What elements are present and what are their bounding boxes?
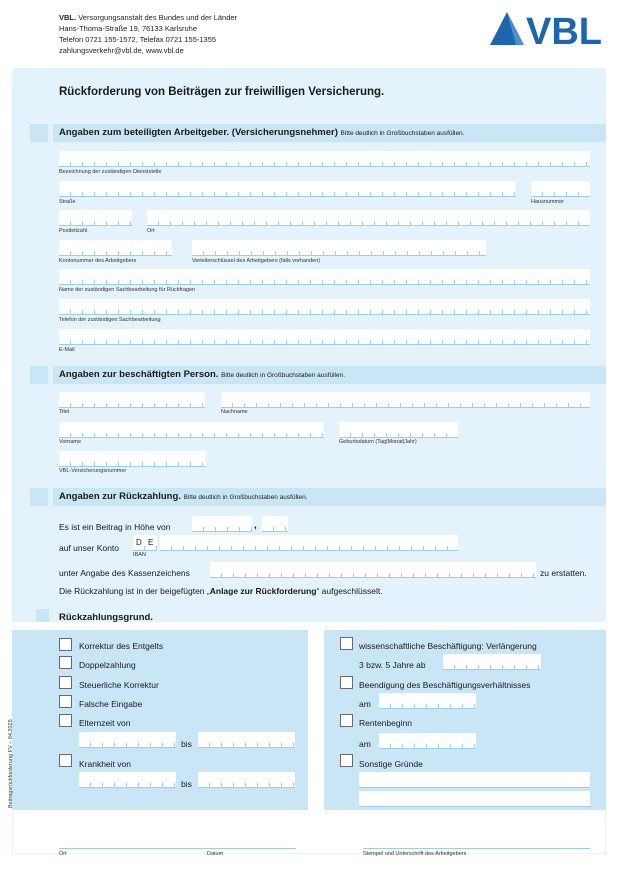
- kassenzeichen-text: unter Angabe des Kassenzeichens: [59, 568, 190, 578]
- checkbox-beendigung[interactable]: [340, 676, 353, 689]
- footer-datum-label: Datum: [207, 851, 224, 857]
- section3-hint: Bitte deutlich in Großbuchstaben ausfüllen.: [183, 494, 308, 501]
- section3-heading: [53, 488, 606, 506]
- elternzeit-label: Elternzeit von: [79, 718, 131, 728]
- section4-marker: [36, 609, 49, 622]
- sonstige-field-2[interactable]: [359, 791, 590, 807]
- section3-title: Angaben zur Rückzahlung.: [59, 491, 181, 502]
- sachbearbeitung-label: Name der zuständigen Sachbearbeitung für Rückfragen: [59, 287, 196, 293]
- footer-stempel-label: Stempel und Unterschrift des Arbeitgebers: [363, 851, 467, 857]
- strasse-label: Straße: [59, 199, 76, 205]
- ort-label: Ort: [147, 228, 155, 234]
- checkbox-rentenbeginn[interactable]: [340, 714, 353, 727]
- elternzeit-von-field[interactable]: [79, 732, 176, 748]
- iban-label: IBAN: [133, 552, 146, 558]
- logo-text: VBL: [526, 12, 602, 46]
- kassenzeichen-field[interactable]: [210, 562, 536, 578]
- checkbox-elternzeit[interactable]: [59, 714, 72, 727]
- email-label: E-Mail: [59, 347, 75, 353]
- elternzeit-bis-field[interactable]: [198, 732, 295, 748]
- beendigung-label: Beendigung des Beschäftigungsverhältnisses: [359, 680, 531, 690]
- telefon-label: Telefon der zuständigen Sachbearbeitung: [59, 317, 161, 323]
- vorname-field[interactable]: [59, 422, 324, 438]
- checkbox-falsche-eingabe[interactable]: [59, 695, 72, 708]
- vbl-logo: [490, 12, 608, 46]
- wiss-sub-label: 3 bzw. 5 Jahre ab: [359, 660, 426, 670]
- rentenbeginn-date-field[interactable]: [379, 733, 476, 749]
- anlage-post: “ aufgeschlüsselt.: [316, 586, 383, 596]
- ort-datum-line: [59, 848, 296, 849]
- hausnummer-field[interactable]: [531, 181, 590, 197]
- korrektur-entgelt-label: Korrektur des Entgelts: [79, 641, 164, 651]
- section1-marker: [30, 124, 48, 142]
- checkbox-steuerliche-korrektur[interactable]: [59, 676, 72, 689]
- verteiler-field[interactable]: [192, 240, 486, 256]
- section2-heading: [53, 366, 606, 384]
- section2-title: Angaben zur beschäftigten Person.: [59, 369, 219, 380]
- ort-field[interactable]: [147, 210, 590, 226]
- nachname-field[interactable]: [221, 392, 590, 408]
- address-street: Hans-Thoma-Straße 19, 76133 Karlsruhe: [59, 24, 197, 33]
- section3-marker: [30, 488, 48, 506]
- checkbox-krankheit[interactable]: [59, 754, 72, 767]
- address-phone: Telefon 0721 155-1572, Telefax 0721 155-1355: [59, 35, 217, 44]
- titel-label: Titel: [59, 409, 70, 415]
- kontonummer-label: Kontonummer des Arbeitgebers: [59, 258, 137, 264]
- betrag-euro-field[interactable]: [192, 516, 252, 532]
- section2-hint: Bitte deutlich in Großbuchstaben ausfüllen.: [221, 372, 345, 379]
- wiss-label: wissenschaftliche Beschäftigung: Verlängerung: [359, 641, 537, 651]
- iban-country-field: [133, 535, 157, 551]
- geburtsdatum-label: Geburtsdatum (Tag|Monat|Jahr): [339, 439, 417, 445]
- doppelzahlung-label: Doppelzahlung: [79, 660, 136, 670]
- dienststelle-field[interactable]: [59, 151, 590, 167]
- dienststelle-label: Bezeichnung der zuständigen Dienststelle: [59, 169, 162, 175]
- footer-ort-label: Ort: [59, 851, 67, 857]
- betrag-cent-field[interactable]: [262, 516, 288, 532]
- verteiler-label: Verteilerschlüssel des Arbeitgebers (falls vorhanden): [192, 258, 321, 264]
- telefon-field[interactable]: [59, 299, 590, 315]
- anlage-pre: Die Rückzahlung ist in der beigefügten „: [59, 586, 210, 596]
- vorname-label: Vorname: [59, 439, 82, 445]
- org-full-name: Versorgungsanstalt des Bundes und der Länder: [78, 13, 238, 22]
- email-field[interactable]: [59, 329, 590, 345]
- hausnummer-label: Hausnummer: [531, 199, 565, 205]
- krankheit-bis-field[interactable]: [198, 772, 295, 788]
- anlage-text: [59, 586, 383, 596]
- falsche-eingabe-label: Falsche Eingabe: [79, 699, 143, 709]
- section1-hint: Bitte deutlich in Großbuchstaben ausfüllen.: [340, 130, 465, 137]
- iban-field[interactable]: [160, 535, 458, 551]
- address-web: zahlungsverkehr@vbl.de, www.vbl.de: [59, 46, 184, 55]
- checkbox-doppelzahlung[interactable]: [59, 656, 72, 669]
- beendigung-date-field[interactable]: [379, 693, 476, 709]
- iban-d: D: [136, 538, 142, 547]
- checkbox-korrektur-entgelt[interactable]: [59, 638, 72, 651]
- stempel-line: [363, 848, 590, 849]
- org-name: VBL.: [59, 13, 77, 22]
- sonstige-field-1[interactable]: [359, 772, 590, 788]
- section2-marker: [30, 366, 48, 384]
- elternzeit-bis-label: bis: [181, 739, 192, 749]
- section1-heading: [53, 124, 606, 142]
- rentenbeginn-label: Rentenbeginn: [359, 718, 412, 728]
- sender-address: [59, 12, 237, 56]
- krankheit-von-field[interactable]: [79, 772, 176, 788]
- sachbearbeitung-field[interactable]: [59, 269, 590, 285]
- vvnr-field[interactable]: [59, 451, 206, 467]
- anlage-bold: Anlage zur Rückforderung: [209, 586, 317, 596]
- nachname-label: Nachname: [221, 409, 248, 415]
- form-title: Rückforderung von Beiträgen zur freiwilligen Versicherung.: [59, 86, 385, 98]
- krankheit-bis-label: bis: [181, 779, 192, 789]
- vvnr-label: VBL-Versicherungsnummer: [59, 468, 127, 474]
- checkbox-sonstige[interactable]: [340, 754, 353, 767]
- wiss-date-field[interactable]: [443, 654, 541, 670]
- betrag-text: Es ist ein Beitrag in Höhe von: [59, 522, 171, 532]
- plz-label: Postleitzahl: [59, 228, 88, 234]
- steuerliche-korrektur-label: Steuerliche Korrektur: [79, 680, 159, 690]
- konto-text: auf unser Konto: [59, 543, 120, 553]
- strasse-field[interactable]: [59, 181, 516, 197]
- titel-field[interactable]: [59, 392, 205, 408]
- rentenbeginn-am-label: am: [359, 739, 371, 749]
- krankheit-label: Krankheit von: [79, 759, 131, 769]
- section4-heading: Rückzahlungsgrund.: [59, 612, 153, 623]
- form-code: Beitragsrückforderung FV – 04.2025: [8, 719, 14, 808]
- beendigung-am-label: am: [359, 699, 371, 709]
- kontonummer-field[interactable]: [59, 240, 172, 256]
- section1-title: Angaben zum beteiligten Arbeitgeber. (Versicherungsnehmer): [59, 127, 338, 138]
- betrag-comma: ,: [254, 520, 257, 531]
- erstatten-text: zu erstatten.: [540, 568, 587, 578]
- geburtsdatum-field[interactable]: [339, 422, 458, 438]
- iban-e: E: [148, 538, 154, 547]
- checkbox-wiss-beschaeftigung[interactable]: [340, 637, 353, 650]
- plz-field[interactable]: [59, 210, 132, 226]
- sonstige-label: Sonstige Gründe: [359, 759, 423, 769]
